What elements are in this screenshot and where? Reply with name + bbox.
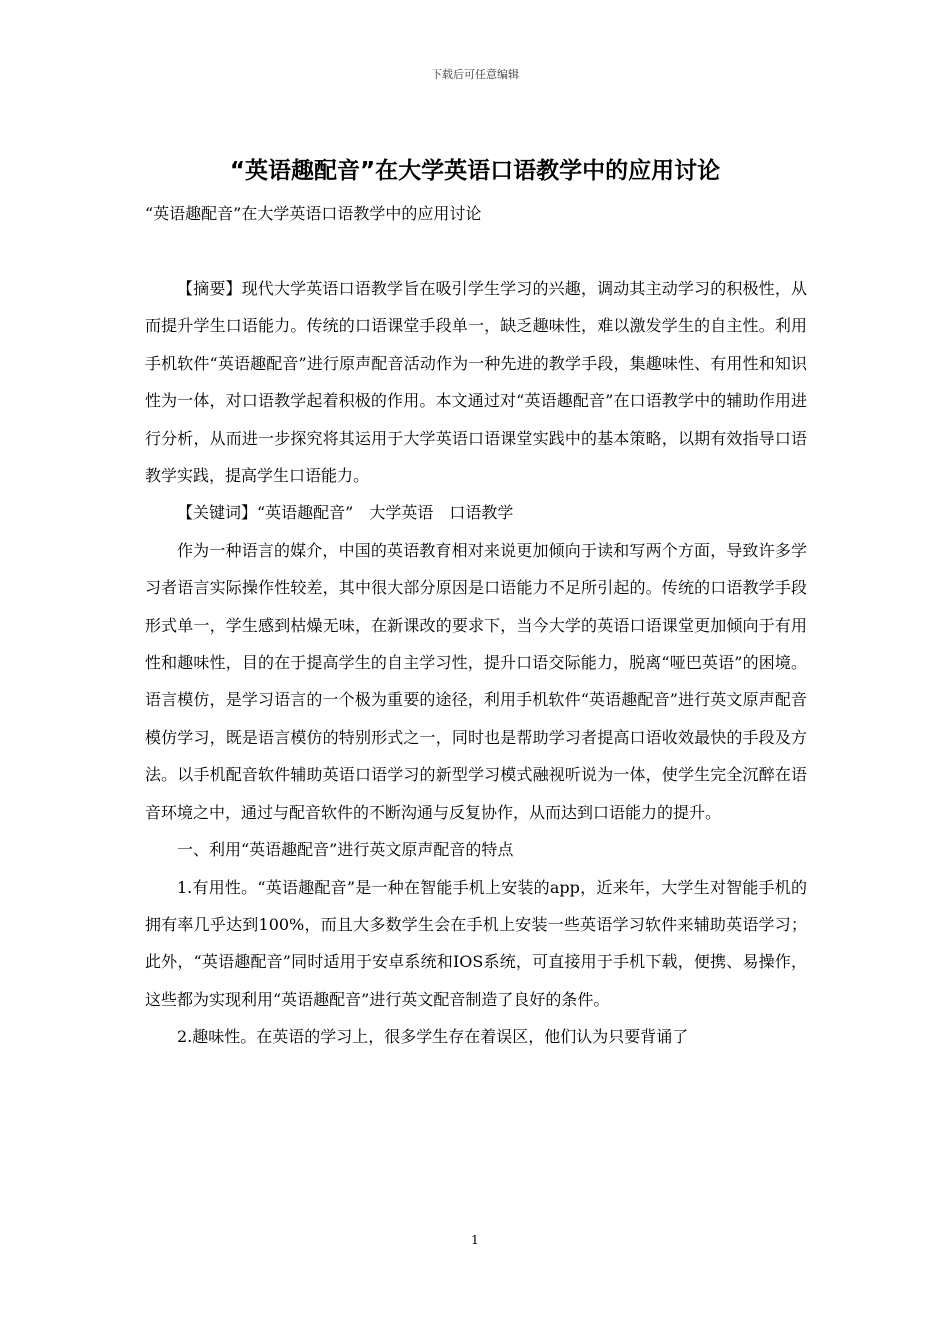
intro-paragraph: 作为一种语言的媒介，中国的英语教育相对来说更加倾向于读和写两个方面，导致许多学习者语言实际操作性较差，其中很大部分原因是口语能力不足所引起的。传统的口语教学手段形式单一，学生感到枯燥无味，在新课改的要求下，当今大学的英语口语课堂更加倾向于有用性和趣味性，目的在于提高学生的自主学习性，提升口语交际能力，脱离“哑巴英语”的困境。语言模仿，是学习语言的一个极为重要的途径，利用手机软件“英语趣配音”进行英文原声配音模仿学习，既是语言模仿的特别形式之一，同时也是帮助学习者提高口语收效最快的手段及方法。以手机配音软件辅助英语口语学习的新型学习模式融视听说为一体，使学生完全沉醉在语音环境之中，通过与配音软件的不断沟通与反复协作，从而达到口语能力的提升。 (145, 540, 807, 822)
point-2-paragraph: 2.趣味性。在英语的学习上，很多学生存在着误区，他们认为只要背诵了 (177, 1027, 689, 1047)
document-title: “英语趣配音”在大学英语口语教学中的应用讨论 (229, 158, 721, 184)
document-subtitle: “英语趣配音”在大学英语口语教学中的应用讨论 (145, 204, 482, 223)
section-heading: 一、利用“英语趣配音”进行英文原声配音的特点 (177, 840, 514, 860)
abstract-paragraph: 【摘要】现代大学英语口语教学旨在吸引学生学习的兴趣，调动其主动学习的积极性，从而提升学生口语能力。传统的口语课堂手段单一，缺乏趣味性，难以激发学生的自主性。利用手机软件“英语趣配音”进行原声配音活动作为一种先进的教学手段，集趣味性、有用性和知识性为一体，对口语教学起着积极的作用。本文通过对“英语趣配音”在口语教学中的辅助作用进行分析，从而进一步探究将其运用于大学英语口语课堂实践中的基本策略，以期有效指导口语教学实践，提高学生口语能力。 (145, 279, 807, 486)
keywords-paragraph: 【关键词】“英语趣配音” 大学英语 口语教学 (177, 503, 514, 523)
page-number: 1 (471, 1233, 479, 1247)
point-1-paragraph: 1.有用性。“英语趣配音”是一种在智能手机上安装的app，近来年，大学生对智能手机的拥有率几乎达到100%，而且大多数学生会在手机上安装一些英语学习软件来辅助英语学习；此外，“英语趣配音”同时适用于安卓系统和IOS系统，可直接用于手机下载，便携、易操作，这些都为实现利用“英语趣配音”进行英文配音制造了良好的条件。 (145, 877, 807, 1009)
page-header-note: 下载后可任意编辑 (431, 68, 519, 81)
document-body (145, 270, 807, 1056)
